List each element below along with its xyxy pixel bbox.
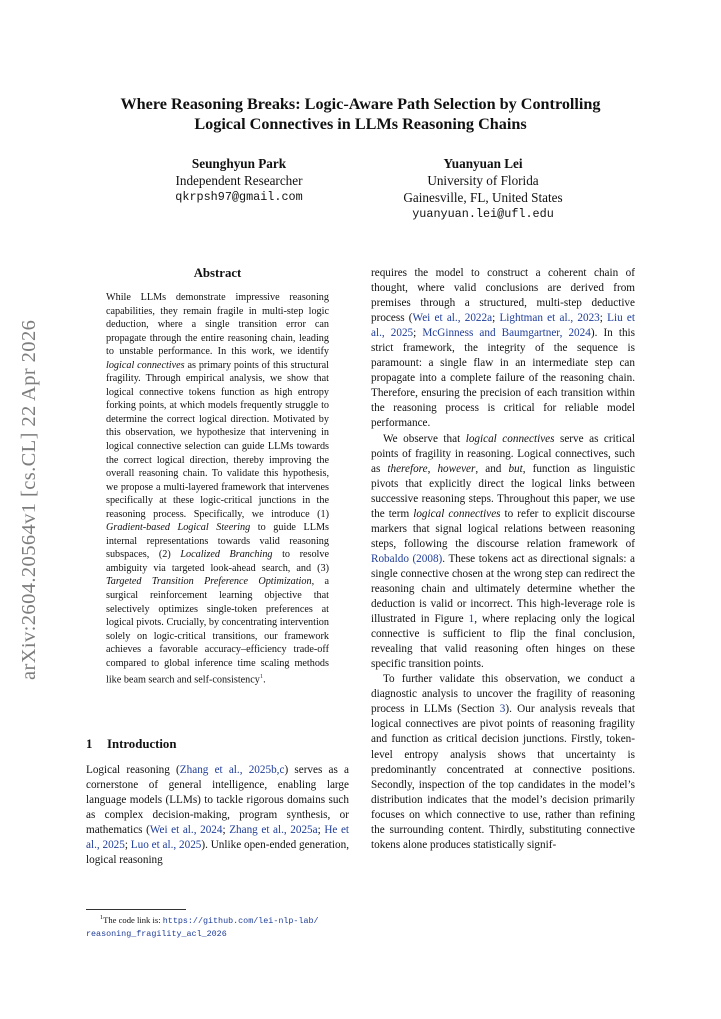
author-block-1 (139, 155, 339, 206)
code-link[interactable]: https://github.com/lei-nlp-lab/ (162, 915, 319, 926)
text: We observe that (383, 432, 466, 445)
text: , (427, 462, 438, 475)
footnote-divider (86, 909, 186, 910)
text: serve as critical points of fragility in reasoning. Logical connectives, such as (371, 432, 635, 475)
abstract-text: to resolve ambiguity via targeted look-ahead search, and (3) (106, 549, 330, 574)
intro-right-column (371, 266, 635, 853)
paragraph (371, 266, 635, 432)
abstract-text: . (263, 674, 266, 686)
text: requires the model to construct a coherent chain of thought, where valid conclusions are derived from premises through a structured, multi-step deductive process ( (371, 267, 635, 325)
text: ) serves as a cornerstone of general intelligence, enabling large language models (LLMs) to tackle rigorous domains such as complex decision-making, program synthesis, or mathematics ( (86, 764, 350, 837)
author-block-2 (378, 155, 588, 223)
author-affiliation: Independent Researcher (175, 173, 303, 188)
title-line-1: Where Reasoning Breaks: Logic-Aware Path Selection by Controlling (120, 95, 601, 113)
text: ). Our analysis reveals that logical connectives are pivot points of reasoning fragility and function as critical decision junctions. Firstly, token-level entropy analysis shows that uncertainty is predominantly concentrated at connective positions. Secondly, inspection of the top candidates in the model’s distribution indicates that the model’s decision primarily focuses on which connective to use, rather than refining the surrounding content. Thirdly, substituting connective tokens alone produces statistically signif- (371, 703, 635, 851)
section-heading (86, 737, 176, 752)
citation-link[interactable]: Wei et al., 2022a (412, 312, 493, 325)
abstract-emphasis: logical connectives (106, 359, 185, 371)
text: Logical reasoning ( (86, 764, 180, 776)
section-number: 1 (86, 737, 93, 751)
citation-link[interactable]: Lightman et al., 2023 (499, 312, 600, 325)
citation-link[interactable]: McGinness and Baumgartner, 2024 (422, 327, 591, 340)
abstract-text: to guide LLMs internal representations towards valid reasoning subspaces, (2) (106, 522, 329, 561)
text: ; (492, 312, 500, 325)
paper-title (90, 94, 631, 134)
text: . These tokens act as directional signals: a single connective chosen at the wrong step can redirect the reasoning chain and ultimately determine whether the deduction is valid or incorrect. This high-leverage role is illustrated in Figure (371, 552, 635, 626)
emphasis: logical connectives (465, 432, 555, 445)
intro-left-column (86, 763, 349, 868)
figure-link[interactable]: 1 (468, 613, 475, 626)
author-name: Yuanyuan Lei (443, 156, 523, 171)
text: ; (124, 839, 131, 852)
arxiv-identifier: arXiv:2604.20564v1 [cs.CL] 22 Apr 2026 (18, 319, 40, 680)
citation-link[interactable]: Liu et al., 2025 (371, 312, 635, 340)
abstract-emphasis: Localized Branching (180, 549, 273, 561)
code-link[interactable]: reasoning_fragility_acl_2026 (86, 928, 227, 939)
text: ; (599, 312, 608, 325)
citation-link[interactable]: He et al., 2025 (86, 824, 350, 852)
paragraph (371, 672, 635, 853)
author-email[interactable]: yuanyuan.lei@ufl.edu (412, 207, 554, 221)
citation-link[interactable]: Zhang et al., 2025a (229, 824, 318, 837)
text: ). Unlike open-ended generation, logical reasoning (86, 839, 350, 867)
section-link[interactable]: 3 (499, 703, 506, 716)
abstract-text: as primary points of this structural fragility. Through empirical analysis, we show that logical connective tokens function as high entropy forking points, at which models frequently struggle to determine the correct logical direction. Motivated by this observation, we hypothesize that intervening in logical connective selection can guide LLMs towards the correct logical direction, thereby improving the overall reasoning chain. To validate this hypothesis, we propose a multi-layered framework that intervenes specifically at these logic-critical junctions in the reasoning process. Specifically, we introduce (1) (106, 359, 329, 520)
emphasis: therefore (387, 462, 428, 475)
text: , and (475, 462, 509, 475)
author-name: Seunghyun Park (191, 156, 287, 171)
citation-link[interactable]: Wei et al., 2024 (149, 824, 223, 837)
paragraph (371, 432, 635, 673)
paragraph (86, 763, 349, 868)
citation-link[interactable]: Luo et al., 2025 (130, 839, 202, 852)
text: ; (222, 824, 230, 837)
abstract-heading: Abstract (193, 266, 242, 280)
emphasis: logical connectives (413, 507, 501, 520)
text: , function as linguistic pivots that explicitly direct the logical links between successive reasoning steps. Throughout this paper, we use the term (371, 462, 635, 520)
footnote-marker[interactable]: 1 (259, 673, 264, 681)
section-title: Introduction (107, 737, 177, 751)
author-email[interactable]: qkrpsh97@gmail.com (175, 190, 303, 204)
abstract-text: While LLMs demonstrate impressive reasoning capabilities, they remain fragile in multi-step logic deduction, where a single transition error can propagate through the entire reasoning chain, leading to unstable performance. In this work, we identify (106, 292, 329, 358)
citation-link[interactable]: Zhang et al., 2025b,c (179, 764, 285, 776)
author-location: Gainesville, FL, United States (403, 190, 563, 205)
abstract-emphasis: Targeted Transition Preference Optimization (106, 576, 312, 588)
title-line-2: Logical Connectives in LLMs Reasoning Chains (194, 115, 527, 133)
emphasis: however (437, 462, 476, 475)
footnote (86, 912, 349, 940)
footnote-text: The code link is: (103, 914, 163, 925)
text: to refer to explicit discourse markers that signal logical relations between reasoning steps, following the discourse relation framework of (371, 507, 635, 550)
text: ; (317, 824, 325, 837)
text: ). In this strict framework, the integrity of the sequence is paramount: a single flaw in an intermediate step can propagate into a complete failure of the reasoning chain. Therefore, ensuring the precision of each transition within the reasoning process is critical for reliable model performance. (371, 327, 636, 430)
emphasis: but (508, 462, 523, 475)
footnote-number: 1 (100, 914, 104, 921)
author-affiliation: University of Florida (427, 173, 539, 188)
text: ; (413, 327, 423, 340)
abstract-emphasis: Gradient-based Logical Steering (106, 522, 251, 534)
abstract-body (106, 291, 329, 687)
abstract-text: , a surgical reinforcement learning objective that selectively optimizes single-token preferences at logical pivots. Crucially, by concentrating intervention solely on logic-critical transitions, our framework achieves a favorable accuracy–efficiency trade-off compared to global inference time scaling methods like beam search and self-consistency (106, 576, 329, 686)
text: To further validate this observation, we conduct a diagnostic analysis to uncover the fragility of reasoning process in LLMs (Section (371, 673, 635, 716)
citation-link[interactable]: Robaldo (2008) (371, 552, 443, 565)
text: , where replacing only the logical connective is sufficient to flip the final conclusion, revealing that valid reasoning often hinges on these specific transition points. (371, 613, 635, 671)
